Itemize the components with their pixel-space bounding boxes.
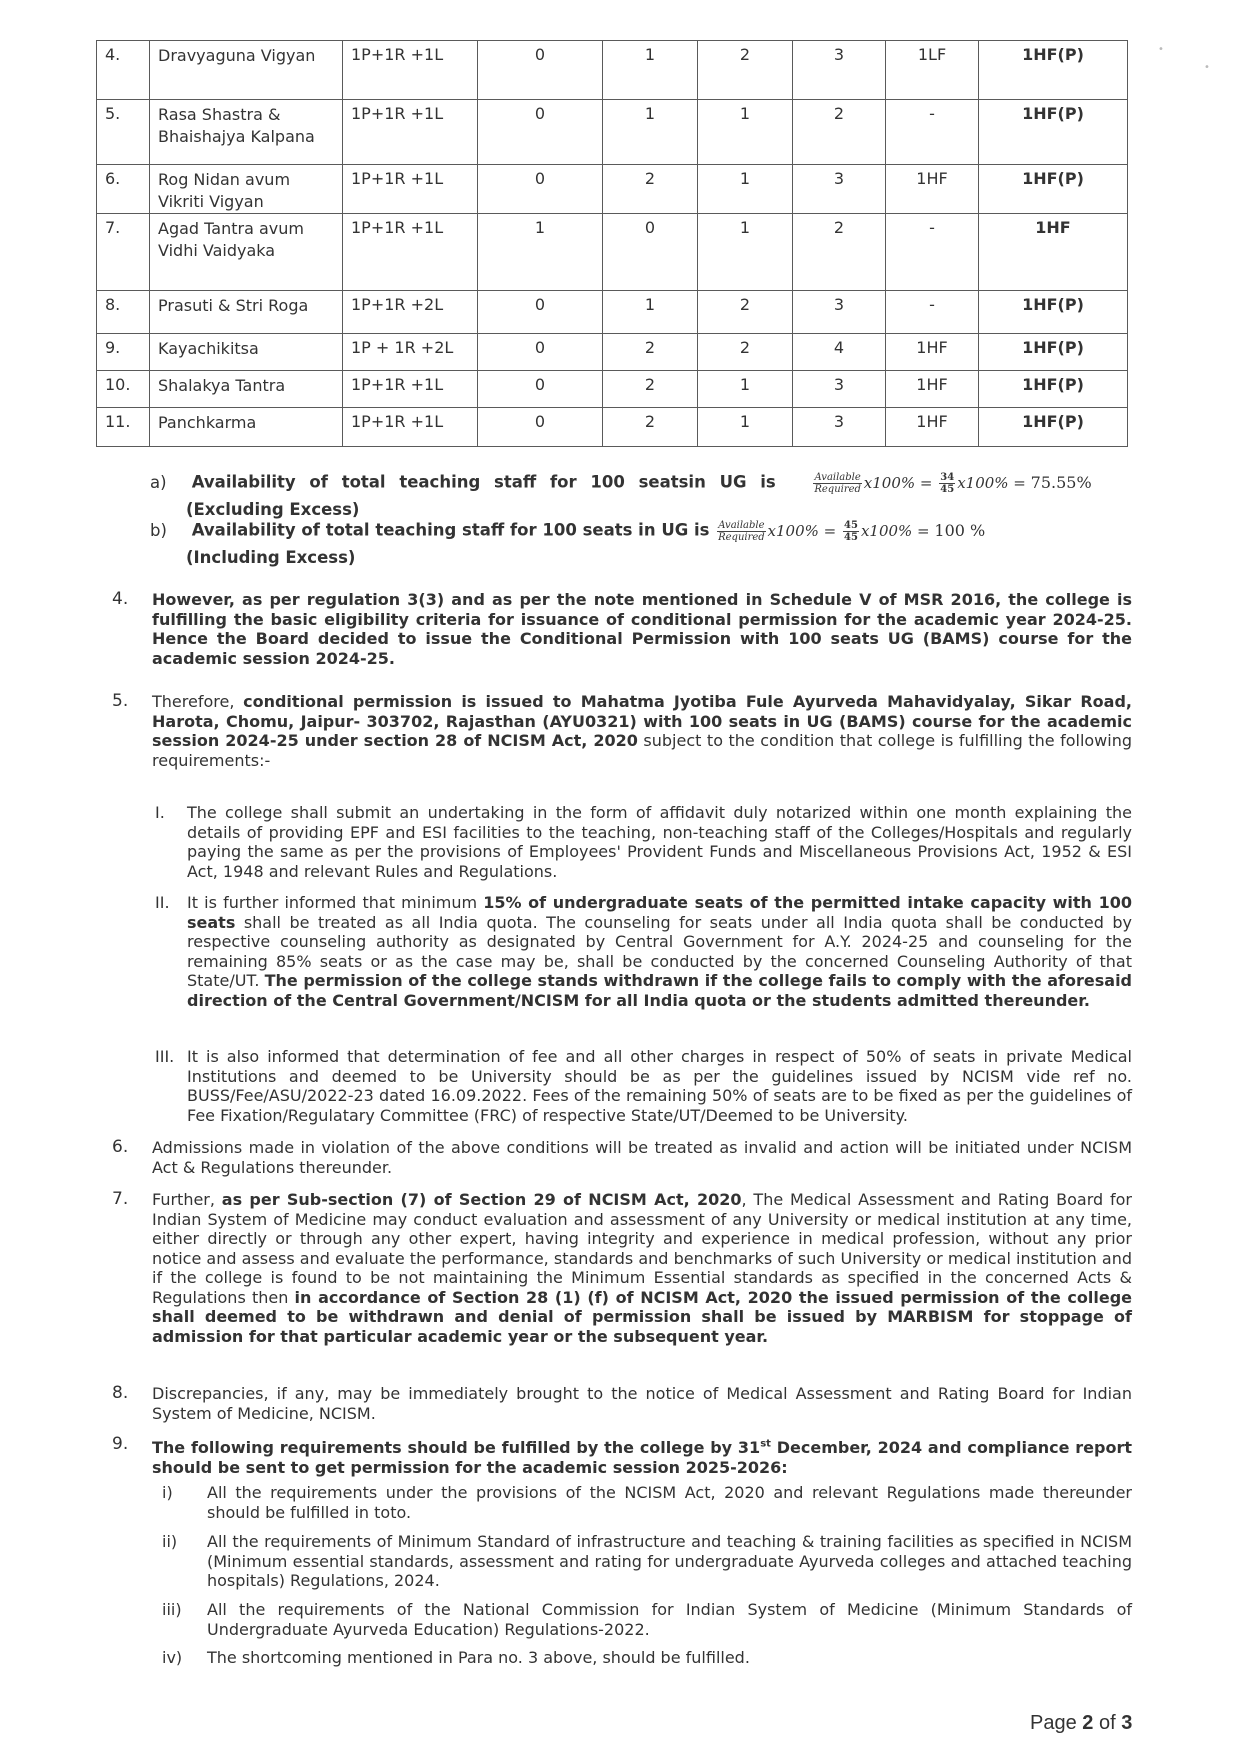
lecturer-count: 1 bbox=[698, 100, 793, 165]
item-number: III. bbox=[155, 1047, 175, 1066]
reader-count: 2 bbox=[603, 334, 698, 371]
item-text: shall be treated as all India quota. The counseling for seats under all India quota shall be conducted by respective counseling authority as designated by Central Government for A.Y. 2024-25 and counseling for the remaining 85% seats or as the case may be, shall be conducted by the concerned Counseling Authority of that State/UT. bbox=[187, 912, 1132, 990]
total-count: 4 bbox=[793, 334, 886, 371]
item-bold-text: 15% of undergraduate seats of the permitted intake capacity with 100 seats bbox=[187, 893, 1132, 932]
excess-value: 1HF bbox=[886, 408, 979, 447]
required-staff: 1P+1R +1L bbox=[343, 165, 478, 214]
lecturer-count: 1 bbox=[698, 371, 793, 408]
paragraph-text: Discrepancies, if any, may be immediately brought to the notice of Medical Assessment and Rating Board for Indian System of Medicine, NCISM. bbox=[152, 1384, 1132, 1423]
deficiency-value: 1HF(P) bbox=[979, 41, 1128, 100]
professor-count: 0 bbox=[478, 408, 603, 447]
scan-speck: • bbox=[1204, 62, 1210, 73]
availability-a-result: 75.55% bbox=[1030, 472, 1092, 492]
reader-count: 2 bbox=[603, 165, 698, 214]
deficiency-value: 1HF(P) bbox=[979, 165, 1128, 214]
lecturer-count: 1 bbox=[698, 214, 793, 291]
excess-value: 1HF bbox=[886, 165, 979, 214]
frac-required: Required bbox=[814, 484, 861, 495]
frac-den: 45 bbox=[844, 532, 858, 543]
table-row bbox=[97, 334, 1128, 371]
total-count: 3 bbox=[793, 291, 886, 334]
availability-a bbox=[150, 472, 1092, 495]
excess-value: 1LF bbox=[886, 41, 979, 100]
condition-I bbox=[155, 803, 1132, 881]
paragraph-number: 5. bbox=[112, 691, 129, 711]
required-staff: 1P+1R +1L bbox=[343, 214, 478, 291]
department-name: Rog Nidan avum Vikriti Vigyan bbox=[150, 165, 343, 214]
requirement-ii bbox=[162, 1532, 1132, 1591]
excess-value: - bbox=[886, 214, 979, 291]
required-staff: 1P+1R +1L bbox=[343, 41, 478, 100]
lecturer-count: 2 bbox=[698, 291, 793, 334]
total-count: 2 bbox=[793, 214, 886, 291]
serial-number: 4. bbox=[97, 41, 150, 100]
department-name: Dravyaguna Vigyan bbox=[150, 41, 343, 100]
availability-b bbox=[150, 520, 985, 543]
requirement-iv bbox=[162, 1648, 1132, 1668]
frac-num: 45 bbox=[844, 520, 858, 531]
department-name: Rasa Shastra & Bhaishajya Kalpana bbox=[150, 100, 343, 165]
teaching-staff-table bbox=[96, 40, 1128, 447]
serial-number: 7. bbox=[97, 214, 150, 291]
table-row bbox=[97, 41, 1128, 100]
deficiency-value: 1HF(P) bbox=[979, 408, 1128, 447]
required-staff: 1P+1R +1L bbox=[343, 100, 478, 165]
frac-available: Available bbox=[718, 520, 765, 531]
reader-count: 0 bbox=[603, 214, 698, 291]
paragraph-text: Admissions made in violation of the above conditions will be treated as invalid and action will be initiated under NCISM Act & Regulations thereunder. bbox=[152, 1138, 1132, 1177]
paragraph-text: subject to the condition that college is fulfilling the following requirements:- bbox=[152, 731, 1133, 770]
lecturer-count: 1 bbox=[698, 165, 793, 214]
lecturer-count: 1 bbox=[698, 408, 793, 447]
department-name: Agad Tantra avum Vidhi Vaidyaka bbox=[150, 214, 343, 291]
item-number: i) bbox=[162, 1483, 173, 1502]
serial-number: 8. bbox=[97, 291, 150, 334]
table-row bbox=[97, 291, 1128, 334]
multiplier: x100% = bbox=[957, 473, 1026, 492]
excess-value: - bbox=[886, 100, 979, 165]
paragraph-number: 4. bbox=[112, 589, 129, 609]
item-number: II. bbox=[155, 893, 170, 912]
serial-number: 10. bbox=[97, 371, 150, 408]
professor-count: 0 bbox=[478, 291, 603, 334]
total-count: 2 bbox=[793, 100, 886, 165]
paragraph-text: , The Medical Assessment and Rating Board for Indian System of Medicine may conduct evaluation and assessment of any University or medical institution at any time, either directly or through any other expert, having integrity and experience in medical profession, without any prior notice and assess and evaluate the performance, standards and benchmarks of such University or medical institution and if the college is found to be not maintaining the Minimum Essential standards as specified in the concerned Acts & Regulations then bbox=[152, 1190, 1132, 1307]
required-staff: 1P+1R +1L bbox=[343, 408, 478, 447]
total-pages: 3 bbox=[1121, 1712, 1133, 1734]
paragraph-bold-text: as per Sub-section (7) of Section 29 of NCISM Act, 2020 bbox=[221, 1190, 742, 1209]
multiplier: x100% = bbox=[767, 521, 837, 540]
item-text: The shortcoming mentioned in Para no. 3 above, should be fulfilled. bbox=[207, 1648, 750, 1667]
item-text: All the requirements of the National Commission for Indian System of Medicine (Minimum Standards of Undergraduate Ayurveda Education) Regulations-2022. bbox=[207, 1600, 1132, 1639]
paragraph-6 bbox=[112, 1138, 1132, 1177]
table-row bbox=[97, 165, 1128, 214]
paragraph-9 bbox=[112, 1435, 1132, 1477]
department-name: Prasuti & Stri Roga bbox=[150, 291, 343, 334]
professor-count: 0 bbox=[478, 165, 603, 214]
page-number bbox=[1030, 1712, 1132, 1735]
professor-count: 0 bbox=[478, 334, 603, 371]
item-text: It is further informed that minimum bbox=[187, 893, 484, 912]
item-number: iv) bbox=[162, 1648, 183, 1667]
professor-count: 1 bbox=[478, 214, 603, 291]
paragraph-4 bbox=[112, 590, 1132, 668]
total-count: 3 bbox=[793, 371, 886, 408]
deficiency-value: 1HF bbox=[979, 214, 1128, 291]
paragraph-text: Further, bbox=[152, 1190, 222, 1209]
required-staff: 1P+1R +1L bbox=[343, 371, 478, 408]
serial-number: 11. bbox=[97, 408, 150, 447]
professor-count: 0 bbox=[478, 100, 603, 165]
table-row bbox=[97, 371, 1128, 408]
multiplier: x100% = bbox=[860, 521, 930, 540]
scan-speck: • bbox=[1158, 44, 1164, 55]
professor-count: 0 bbox=[478, 41, 603, 100]
item-number: iii) bbox=[162, 1600, 182, 1619]
item-text: All the requirements under the provisions of the NCISM Act, 2020 and relevant Regulations made thereunder should be fulfilled in toto. bbox=[207, 1483, 1132, 1522]
paragraph-number: 9. bbox=[112, 1434, 129, 1454]
availability-a-text: Availability of total teaching staff for 100 seatsin UG is bbox=[191, 472, 776, 492]
frac-num: 34 bbox=[940, 472, 955, 483]
availability-b-text: Availability of total teaching staff for 100 seats in UG is bbox=[191, 520, 710, 540]
paragraph-5 bbox=[112, 692, 1132, 770]
availability-b-formula bbox=[715, 520, 986, 543]
excess-value: - bbox=[886, 291, 979, 334]
paragraph-number: 8. bbox=[112, 1383, 129, 1403]
paragraph-text: Therefore, bbox=[152, 692, 244, 711]
availability-a-formula bbox=[811, 472, 1092, 495]
total-count: 3 bbox=[793, 408, 886, 447]
paragraph-bold-text: conditional permission is issued to Mahatma Jyotiba Fule Ayurveda Mahavidyalay, Sikar Road, Harota, Chomu, Jaipur- 303702, Rajasthan (AYU0321) with 100 seats in UG (BAMS) course for the academic session 2024-25 under section 28 of NCISM Act, 2020 bbox=[152, 692, 1132, 750]
page-label: Page bbox=[1030, 1712, 1083, 1734]
deficiency-value: 1HF(P) bbox=[979, 100, 1128, 165]
required-staff: 1P+1R +2L bbox=[343, 291, 478, 334]
frac-required: Required bbox=[718, 532, 765, 543]
requirement-iii bbox=[162, 1600, 1132, 1639]
department-name: Panchkarma bbox=[150, 408, 343, 447]
paragraph-bold-text: The following requirements should be fulfilled by the college by 31 bbox=[152, 1438, 761, 1458]
availability-a-note: (Excluding Excess) bbox=[186, 500, 360, 519]
total-count: 3 bbox=[793, 41, 886, 100]
frac-den: 45 bbox=[940, 484, 955, 495]
item-number: ii) bbox=[162, 1532, 178, 1551]
required-staff: 1P + 1R +2L bbox=[343, 334, 478, 371]
multiplier: x100% = bbox=[863, 473, 933, 492]
department-name: Kayachikitsa bbox=[150, 334, 343, 371]
item-bold-text: The permission of the college stands withdrawn if the college fails to comply with the aforesaid direction of the Central Government/NCISM for all India quota or the students admitted thereunder. bbox=[187, 971, 1133, 1010]
serial-number: 5. bbox=[97, 100, 150, 165]
lecturer-count: 2 bbox=[698, 334, 793, 371]
condition-III bbox=[155, 1047, 1132, 1125]
paragraph-8 bbox=[112, 1384, 1132, 1423]
serial-number: 9. bbox=[97, 334, 150, 371]
excess-value: 1HF bbox=[886, 371, 979, 408]
total-count: 3 bbox=[793, 165, 886, 214]
item-text: The college shall submit an undertaking in the form of affidavit duly notarized within one month explaining the details of providing EPF and ESI facilities to the teaching, non-teaching staff of the Colleges/Hospitals and regularly paying the same as per the provisions of Employees' Provident Funds and Miscellaneous Provisions Act, 1952 & ESI Act, 1948 and relevant Rules and Regulations. bbox=[187, 803, 1132, 881]
lecturer-count: 2 bbox=[698, 41, 793, 100]
paragraph-number: 7. bbox=[112, 1189, 129, 1209]
paragraph-7 bbox=[112, 1190, 1132, 1346]
availability-b-label: b) bbox=[150, 520, 167, 540]
deficiency-value: 1HF(P) bbox=[979, 371, 1128, 408]
deficiency-value: 1HF(P) bbox=[979, 291, 1128, 334]
paragraph-number: 6. bbox=[112, 1137, 129, 1157]
table-row bbox=[97, 408, 1128, 447]
paragraph-bold-text: in accordance of Section 28 (1) (f) of NCISM Act, 2020 the issued permission of the college shall deemed to be withdrawn and denial of permission shall be issued by MARBISM for stoppage of admission for that particular academic year or the subsequent year. bbox=[152, 1287, 1133, 1346]
superscript: st bbox=[760, 1439, 771, 1450]
deficiency-value: 1HF(P) bbox=[979, 334, 1128, 371]
requirement-i bbox=[162, 1483, 1132, 1522]
current-page: 2 bbox=[1082, 1712, 1094, 1734]
department-name: Shalakya Tantra bbox=[150, 371, 343, 408]
reader-count: 1 bbox=[603, 41, 698, 100]
reader-count: 1 bbox=[603, 291, 698, 334]
availability-a-label: a) bbox=[150, 472, 167, 492]
item-text: It is also informed that determination of fee and all other charges in respect of 50% of seats in private Medical Institutions and deemed to be University should be as per the guidelines issued by NCISM vide ref no. BUSS/Fee/ASU/2022-23 dated 16.09.2022. Fees of the remaining 50% of seats are to be fixed as per the guidelines of Fee Fixation/Regulatary Committee (FRC) of respective State/UT/Deemed to be University. bbox=[187, 1047, 1132, 1125]
item-text: All the requirements of Minimum Standard of infrastructure and teaching & training facilities as specified in NCISM (Minimum essential standards, assessment and rating for undergraduate Ayurveda colleges and attached teaching hospitals) Regulations, 2024. bbox=[207, 1532, 1132, 1590]
professor-count: 0 bbox=[478, 371, 603, 408]
paragraph-bold-text: December, 2024 and compliance report should be sent to get permission for the academic session 2025-2026: bbox=[152, 1438, 1133, 1477]
serial-number: 6. bbox=[97, 165, 150, 214]
table-row bbox=[97, 214, 1128, 291]
reader-count: 1 bbox=[603, 100, 698, 165]
reader-count: 2 bbox=[603, 408, 698, 447]
availability-b-result: 100 % bbox=[934, 520, 986, 540]
condition-II bbox=[155, 893, 1132, 1010]
availability-b-note: (Including Excess) bbox=[186, 548, 356, 567]
paragraph-text: However, as per regulation 3(3) and as per the note mentioned in Schedule V of MSR 2016, the college is fulfilling the basic eligibility criteria for issuance of conditional permission for the academic year 2024-25. Hence the Board decided to issue the Conditional Permission with 100 seats UG (BAMS) course for the academic session 2024-25. bbox=[152, 590, 1132, 668]
page-of: of bbox=[1093, 1712, 1122, 1734]
excess-value: 1HF bbox=[886, 334, 979, 371]
reader-count: 2 bbox=[603, 371, 698, 408]
item-number: I. bbox=[155, 803, 165, 822]
frac-available: Available bbox=[814, 472, 861, 483]
table-row bbox=[97, 100, 1128, 165]
